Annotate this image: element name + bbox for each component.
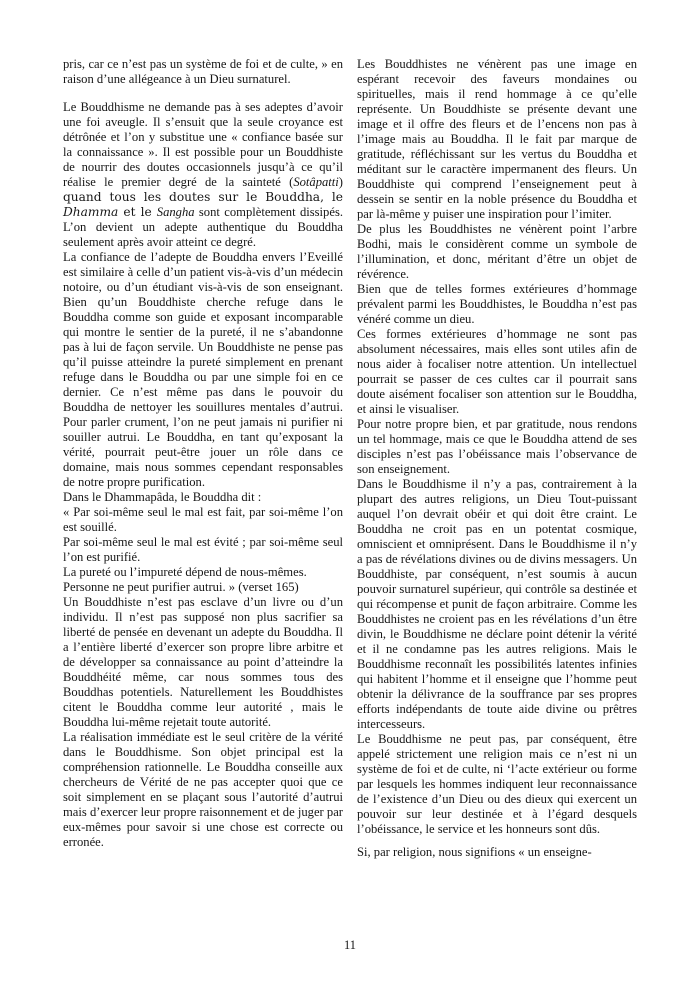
text-run: Un Bouddhiste n’est pas esclave d’un livre ou d’un individu. Il n’est pas supposé non plus sacrifier sa liberté de pensée en devenant un adepte du Bouddha. Il a l’entière liberté d’exercer son propre libre arbitre et de développer sa connaissance au point d’atteindre la Bouddhéité même, car nous sommes tous des Bouddhas potentiels. Naturellement les Bouddhistes citent le Bouddha comme leur autorité , mais le Bouddha lui-même rejetait toute autorité. (63, 595, 343, 729)
text-run: ) (338, 175, 343, 189)
paragraph (63, 100, 343, 250)
text-run: Dans le Bouddhisme il n’y a pas, contrairement à la plupart des autres religions, un Dieu Tout-puissant auquel l’on devrait obéir et qui doit être craint. Le Bouddha ne croit pas en un potentat cosmique, omniscient et omniprésent. Dans le Bouddhisme il n’y a pas de révélations divines ou de divins messagers. Un Bouddhiste, par conséquent, n’est soumis à aucun pouvoir surnaturel supérieur, qui contrôle sa destinée et qui récompense et punit de façon arbitraire. Comme les Bouddhistes ne croient pas en les révélations d’un être divin, le Bouddhisme ne déclare point détenir la vérité et il ne condamne pas les autres religions. Mais le Bouddhisme reconnaît les possibilités latentes infinies qui habitent l’homme et il enseigne que l’homme peut obtenir la délivrance de la souffrance par ses propres efforts indépendants de toute aide divine ou prêtres intercesseurs. (357, 477, 637, 731)
paragraph (63, 730, 343, 850)
paragraph (63, 535, 343, 565)
text-run: Dans le Dhammapâda, le Bouddha dit : (63, 490, 262, 504)
paragraph (357, 222, 637, 282)
text-run: La pureté ou l’impureté dépend de nous-mêmes. (63, 565, 307, 579)
paragraph (357, 282, 637, 327)
page-number: 11 (344, 938, 356, 952)
paragraph (357, 417, 637, 477)
text-run: et le (118, 205, 157, 219)
text-run: Les Bouddhistes ne vénèrent pas une image en espérant recevoir des faveurs mondaines ou spirituelles, mais il rend hommage à ce qu’elle représente. Un Bouddhiste se présente devant une image et il offre des fleurs et de l’encens non pas à l’image mais au Bouddha. Il le fait par marque de gratitude, réfléchissant sur les vertus du Bouddha et méditant sur le caractère impermanent des fleurs. Un Bouddhiste qui comprend l’enseignement peut à dessein se sentir en la noble présence du Bouddha et par là-même y puiser une inspiration pour l’imiter. (357, 57, 637, 221)
text-run: La réalisation immédiate est le seul critère de la vérité dans le Bouddhisme. Son objet principal est la compréhension rationnelle. Le Bouddha conseille aux chercheurs de Vérité de ne pas accepter quoi que ce soit simplement en se plaçant sous l’autorité d’autrui mais d’exercer leur propre raisonnement et de juger par eux-mêmes pour savoir si une chose est correcte ou erronée. (63, 730, 343, 849)
paragraph (63, 505, 343, 535)
paragraph (357, 57, 637, 222)
paragraph (63, 57, 343, 87)
text-run: Sotâpatti (293, 175, 339, 189)
text-run: De plus les Bouddhistes ne vénèrent point l’arbre Bodhi, mais le considèrent comme un symbole de l’illumination, et donc, méritant d’être un objet de révérence. (357, 222, 637, 281)
text-run: sont complètement dissipés. L’on devient un adepte authentique du Bouddha seulement après avoir atteint ce degré. (63, 205, 343, 249)
text-run: Pour notre propre bien, et par gratitude, nous rendons un tel hommage, mais ce que le Bouddha attend de ses disciples n’est pas l’obéissance mais l’observance de son enseignement. (357, 417, 637, 476)
text-run: Si, par religion, nous signifions « un enseigne- (357, 845, 592, 859)
paragraph (357, 477, 637, 732)
paragraph (357, 327, 637, 417)
text-run: quand tous les doutes sur le Bouddha, le (63, 190, 343, 204)
paragraph (63, 565, 343, 580)
text-run: Bien que de telles formes extérieures d’hommage prévalent parmi les Bouddhistes, le Bouddha n’est pas vénéré comme un dieu. (357, 282, 637, 326)
text-run: Le Bouddhisme ne demande pas à ses adeptes d’avoir une foi aveugle. Il s’ensuit que la seule croyance est détrônée et l’on y substitue une « confiance basée sur la connaissance ». Il est possible pour un Bouddhiste de nourrir des doutes occasionnels jusqu’à ce qu’il réalise le premier degré de la sainteté ( (63, 100, 343, 189)
left-column (63, 57, 343, 860)
paragraph (63, 580, 343, 595)
text-run: pris, car ce n’est pas un système de foi et de culte, » en raison d’une allégeance à un Dieu surnaturel. (63, 57, 343, 86)
text-run: Dhamma (63, 205, 119, 219)
text-run: La confiance de l’adepte de Bouddha envers l’Eveillé est similaire à celle d’un patient vis-à-vis d’un médecin notoire, ou d’un étudiant vis-à-vis de son enseignant. Bien qu’un Bouddhiste cherche refuge dans le Bouddha comme son guide et exposant incomparable qui montre le sentier de la pureté, il ne s’abandonne pas à lui de façon servile. Un Bouddhiste ne pense pas qu’il puisse atteindre la pureté simplement en prenant refuge dans le Bouddha ou par une simple foi en ce dernier. Ce n’est même pas dans le pouvoir du Bouddha de nettoyer les souillures mentales d’autrui. Pour parler crument, l’on ne peut jamais ni purifier ni souiller autrui. Le Bouddha, en tant qu’exposant la vérité, pourrait peut-être jouer un rôle dans ce domaine, mais nous sommes cependant responsables de notre propre purification. (63, 250, 343, 489)
two-column-text-block (63, 57, 637, 860)
paragraph (63, 250, 343, 490)
text-run: Ces formes extérieures d’hommage ne sont pas absolument nécessaires, mais elles sont utiles afin de nous aider à focaliser notre attention. Un intellectuel pourrait se passer de ces cultes car il pourrait sans doute aisément focaliser son attention sur le Bouddha, et ainsi le visualiser. (357, 327, 637, 416)
right-column (357, 57, 637, 860)
text-run: « Par soi-même seul le mal est fait, par soi-même l’on est souillé. (63, 505, 343, 534)
paragraph (357, 732, 637, 837)
paragraph (63, 490, 343, 505)
text-run: Le Bouddhisme ne peut pas, par conséquent, être appelé strictement une religion mais ce n’est ni un système de foi et de culte, ni ‘l’acte extérieur ou forme par lesquels les hommes indiquent leur reconnaissance de l’existence d’un Dieu ou des dieux qui exercent un pouvoir sur leur destinée et à l’égard desquels l’obéissance, le service et les honneurs sont dûs. (357, 732, 637, 836)
paragraph (63, 595, 343, 730)
text-run: Sangha (156, 205, 195, 219)
paragraph (357, 845, 637, 860)
text-run: Par soi-même seul le mal est évité ; par soi-même seul l’on est purifié. (63, 535, 343, 564)
text-run: Personne ne peut purifier autrui. » (verset 165) (63, 580, 299, 594)
